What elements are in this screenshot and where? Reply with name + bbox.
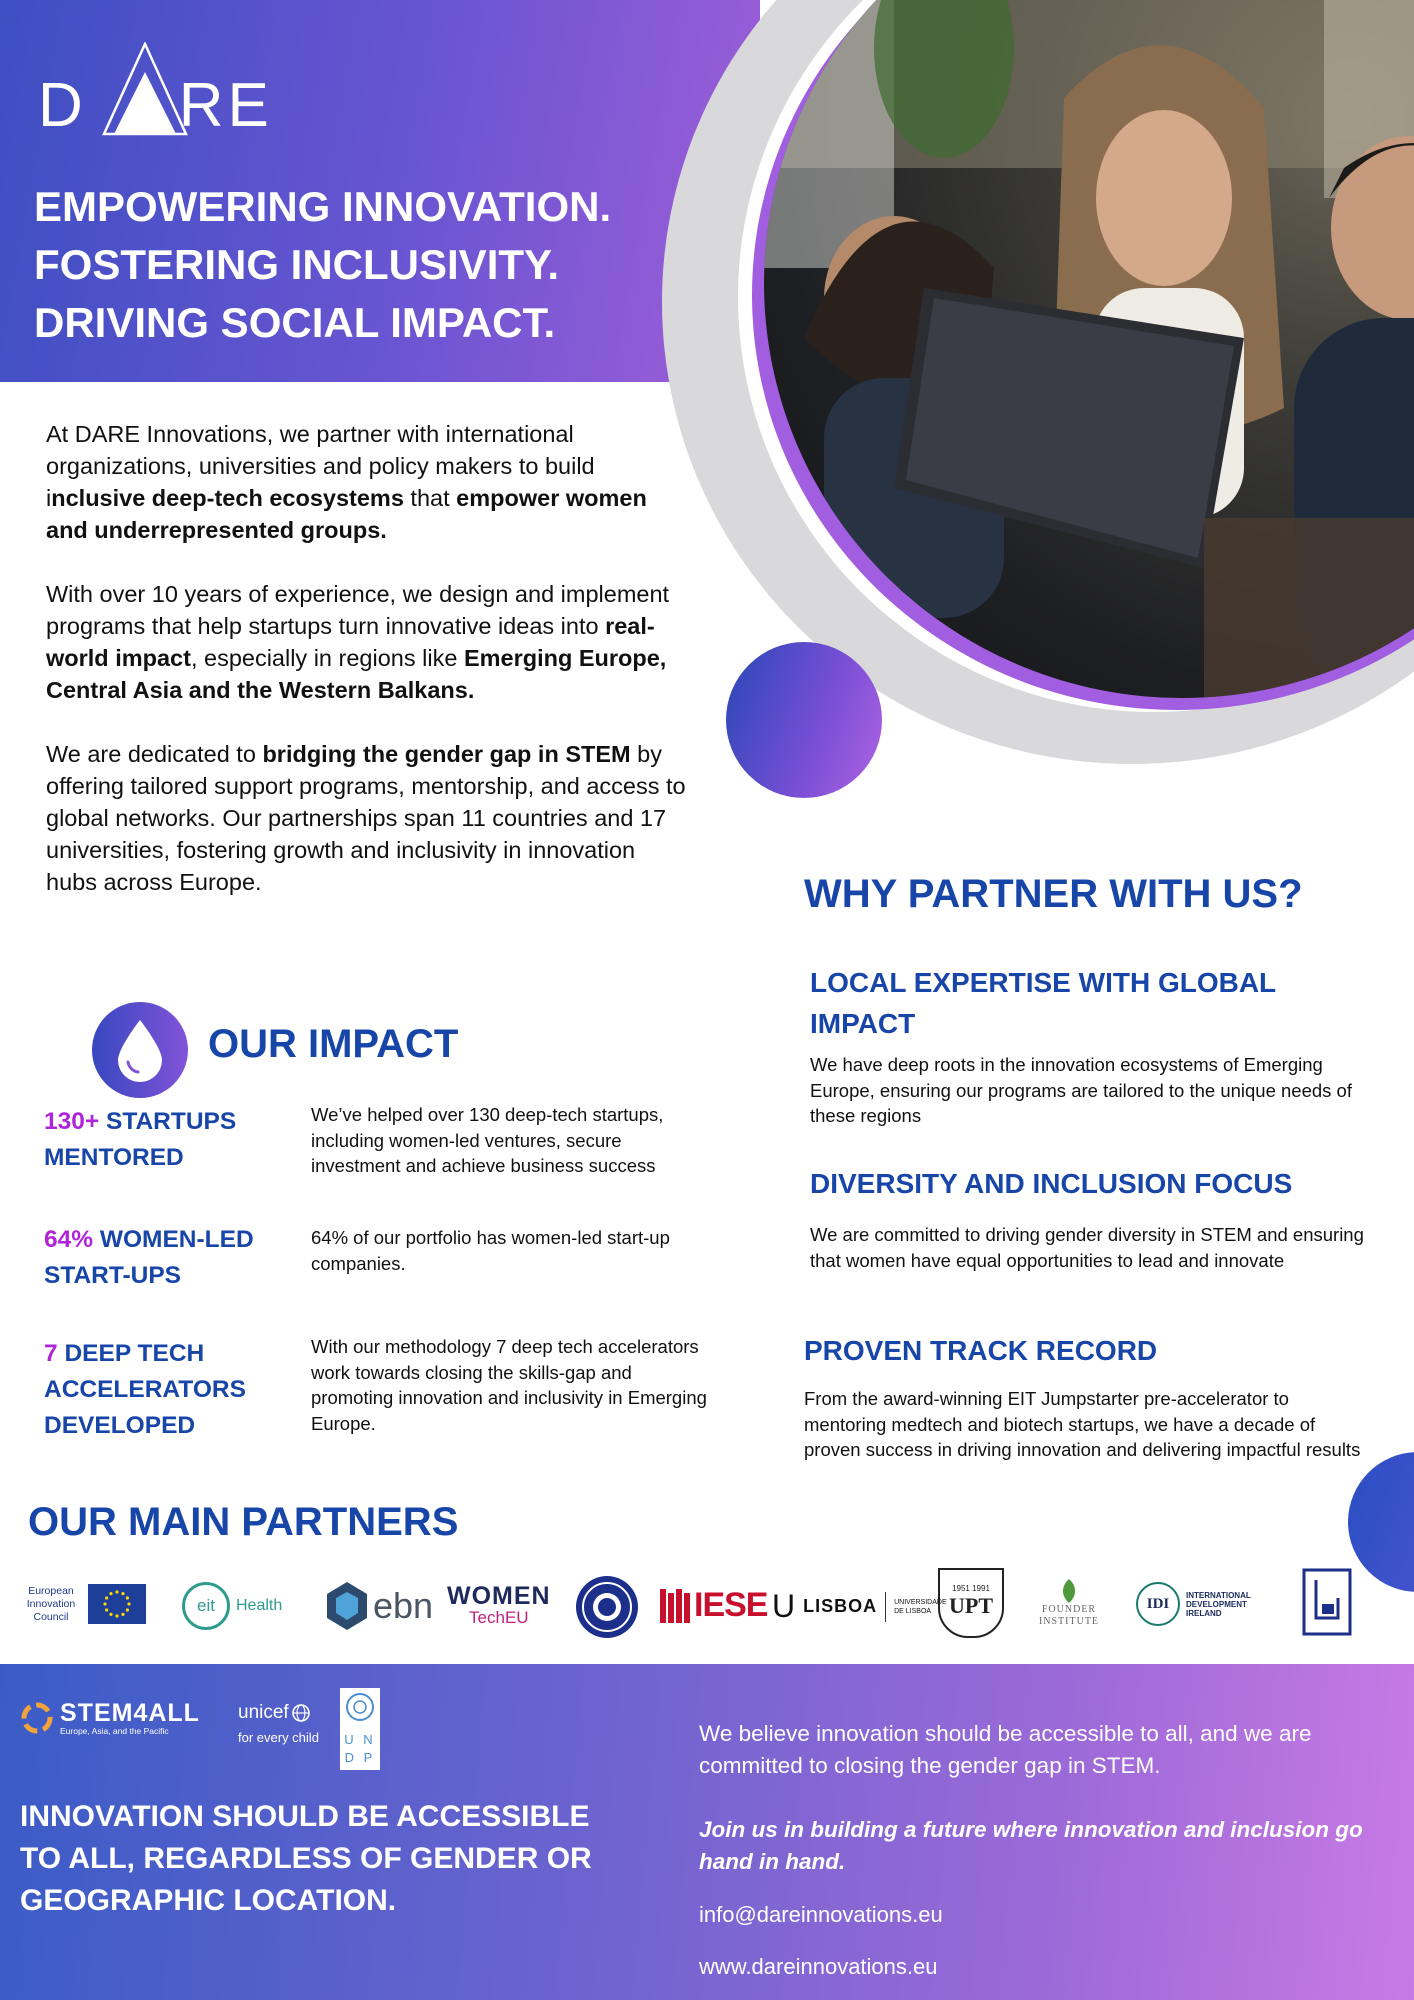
stat-desc-women-led: 64% of our portfolio has women-led start-up companies. bbox=[311, 1227, 670, 1274]
hero-line-1: EMPOWERING INNOVATION. bbox=[34, 183, 612, 230]
intro-paragraph-1: At DARE Innovations, we partner with international organizations, universities and policy makers to build inclusive deep-tech ecosystems that empower women and underrepresented groups. bbox=[46, 421, 647, 543]
footer-logo-stem4all: STEM4ALL Europe, Asia, and the Pacific bbox=[20, 1700, 200, 1736]
hero-line-3: DRIVING SOCIAL IMPACT. bbox=[34, 299, 556, 346]
ebn-hexagon-icon bbox=[325, 1580, 369, 1632]
why-heading-diversity: DIVERSITY AND INCLUSION FOCUS bbox=[810, 1168, 1293, 1199]
university-seal-icon bbox=[574, 1574, 640, 1640]
partner-badge-icon bbox=[1302, 1568, 1352, 1636]
footer-paragraph: We believe innovation should be accessible to all, and we are committed to closing the gender gap in STEM. bbox=[699, 1721, 1312, 1778]
intro-paragraph-2: With over 10 years of experience, we design and implement programs that help startups turn innovative ideas into real-world impact, especially in regions like Emerging Europe, Central Asia and the Western Balkans. bbox=[46, 581, 670, 703]
footer-website-link[interactable]: www.dareinnovations.eu bbox=[699, 1954, 938, 1979]
logo-wordmark: D RE bbox=[38, 71, 273, 140]
footer-logo-undp: U N D P bbox=[340, 1688, 380, 1770]
dare-logo bbox=[38, 42, 298, 140]
partner-logo-founder-institute: FOUNDER INSTITUTE bbox=[1034, 1578, 1104, 1628]
why-text-diversity: We are committed to driving gender diversity in STEM and ensuring that women have equal opportunities to lead and innovate bbox=[810, 1224, 1364, 1271]
why-heading-local: LOCAL EXPERTISE WITH GLOBAL IMPACT bbox=[810, 967, 1276, 1039]
stat-label-women-led: 64% WOMEN-LED START-UPS bbox=[44, 1226, 254, 1289]
footer-headline-1: INNOVATION SHOULD BE ACCESSIBLE bbox=[20, 1800, 590, 1833]
stem4all-ring-icon bbox=[20, 1701, 54, 1735]
partner-logo-university-seal bbox=[574, 1574, 640, 1640]
why-text-track-record: From the award-winning EIT Jumpstarter pre-accelerator to mentoring medtech and biotech startups, we have a decade of proven success in driving innovation and delivering impactful results bbox=[804, 1388, 1361, 1460]
partner-logo-upt: 1951 1991 UPT bbox=[938, 1568, 1004, 1638]
hero-line-2: FOSTERING INCLUSIVITY. bbox=[34, 241, 560, 288]
hero-headline bbox=[34, 178, 674, 352]
intro-text bbox=[46, 418, 686, 930]
footer-headline-3: GEOGRAPHIC LOCATION. bbox=[20, 1884, 397, 1917]
partner-logo-universidade-lisboa: U LISBOA UNIVERSIDADE DE LISBOA bbox=[772, 1588, 947, 1624]
team-photo-illustration bbox=[764, 0, 1414, 698]
partner-logos bbox=[0, 1566, 1414, 1666]
partner-logo-eic: European Innovation Council bbox=[20, 1584, 146, 1624]
intro-paragraph-3: We are dedicated to bridging the gender gap in STEM by offering tailored support programs, mentorship, and access to global networks. Our partnerships span 11 countries and 17 universities, fostering growth and inclusivity in innovation hubs across Europe. bbox=[46, 741, 686, 895]
partner-logo-women-techeu: WOMEN TechEU bbox=[447, 1582, 551, 1627]
stat-label-accelerators: 7 DEEP TECH ACCELERATORS DEVELOPED bbox=[44, 1340, 246, 1439]
partner-logo-iese: IESE bbox=[660, 1586, 767, 1625]
why-heading-track-record: PROVEN TRACK RECORD bbox=[804, 1335, 1158, 1366]
partners-title: OUR MAIN PARTNERS bbox=[28, 1500, 459, 1544]
footer-email-link[interactable]: info@dareinnovations.eu bbox=[699, 1902, 943, 1927]
why-text-local: We have deep roots in the innovation ecosystems of Emerging Europe, ensuring our programs are tailored to the unique needs of these regions bbox=[810, 1054, 1352, 1126]
stat-label-startups: 130+ STARTUPS MENTORED bbox=[44, 1108, 237, 1171]
leaf-icon bbox=[1059, 1578, 1079, 1604]
impact-title: OUR IMPACT bbox=[208, 1022, 459, 1066]
stat-desc-accelerators: With our methodology 7 deep tech accelerators work towards closing the skills-gap and promoting innovation and inclusivity in Emerging Europe. bbox=[311, 1336, 707, 1434]
globe-icon bbox=[291, 1703, 311, 1723]
footer-headline-2: TO ALL, REGARDLESS OF GENDER OR bbox=[20, 1842, 592, 1875]
stat-desc-startups: We’ve helped over 130 deep-tech startups, including women-led ventures, secure investment and achieve business success bbox=[311, 1104, 664, 1176]
decorative-circle bbox=[726, 642, 882, 798]
iese-emblem-icon bbox=[660, 1589, 690, 1623]
partner-logo-idi: IDI INTERNATIONAL DEVELOPMENT IRELAND bbox=[1136, 1582, 1266, 1626]
partner-logo-ebn: ebn bbox=[325, 1580, 433, 1632]
un-emblem-icon bbox=[340, 1688, 380, 1726]
eu-flag-icon bbox=[88, 1584, 146, 1624]
water-drop-icon bbox=[92, 1002, 188, 1098]
footer-call-to-action: Join us in building a future where innovation and inclusion go hand in hand. bbox=[699, 1817, 1363, 1874]
partner-logo-badge bbox=[1302, 1568, 1352, 1636]
footer-headline bbox=[20, 1796, 660, 1922]
footer-logo-unicef: unicef for every child bbox=[238, 1702, 319, 1745]
partner-logo-eit-health: eit Health bbox=[182, 1582, 282, 1630]
why-partner-title: WHY PARTNER WITH US? bbox=[804, 872, 1303, 916]
team-photo bbox=[764, 0, 1414, 698]
